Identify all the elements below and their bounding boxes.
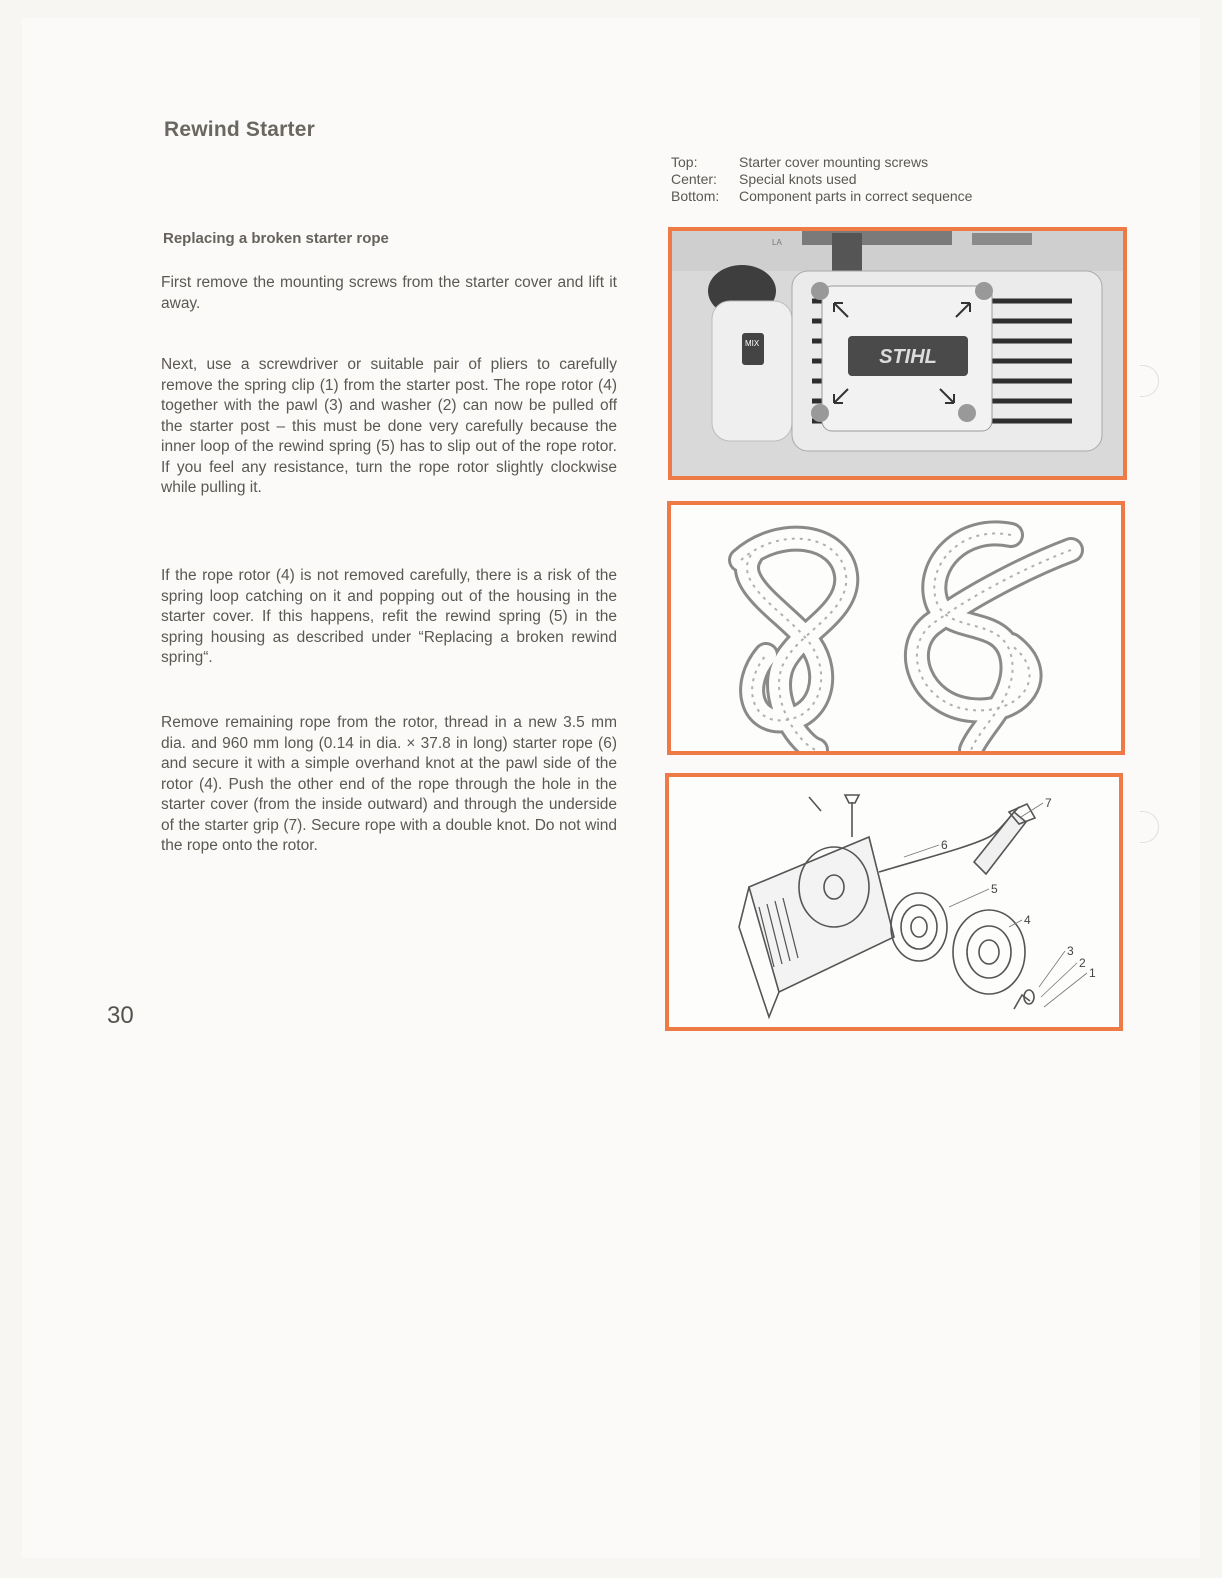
fuel-label: MIX	[745, 339, 760, 348]
caption-key: Top:	[671, 154, 698, 170]
paragraph-3: If the rope rotor (4) is not removed carefully, there is a risk of the spring loop catching on it and popping out of the housing in the starter cover. If this happens, refit the rewind spring (5) in the spring housing as described under “Replacing a broken rewind spring“.	[161, 567, 617, 666]
paragraph-1: First remove the mounting screws from the starter cover and lift it away.	[161, 274, 617, 312]
figure-exploded-view	[665, 773, 1123, 1031]
knots-drawing	[671, 505, 1121, 751]
caption-value: Component parts in correct sequence	[739, 188, 973, 204]
stihl-logo: STIHL	[879, 346, 937, 368]
starter-cover-photo	[672, 231, 1123, 476]
page-title: Rewind Starter	[164, 118, 315, 141]
paragraph-4: Remove remaining rope from the rotor, thread in a new 3.5 mm dia. and 960 mm long (0.14 in dia. × 37.8 in long) starter rope (6) and secure it with a simple overhand knot at the pawl side of the rotor (4). Push the other end of the rope through the hole in the starter cover (from the inside outward) and through the underside of the starter grip (7). Secure rope with a double knot. Do not wind the rope onto the rotor.	[161, 714, 617, 854]
callout-5: 5	[991, 882, 998, 896]
callout-7: 7	[1045, 796, 1052, 810]
callout-2: 2	[1079, 956, 1086, 970]
page-number: 30	[107, 1002, 134, 1029]
callout-1: 1	[1089, 966, 1096, 980]
section-heading: Replacing a broken starter rope	[163, 230, 389, 247]
exploded-view-drawing	[669, 777, 1119, 1027]
caption-top	[671, 154, 972, 171]
la-label: LA	[772, 238, 782, 247]
figure-knots	[667, 501, 1125, 755]
caption-value: Special knots used	[739, 171, 857, 187]
paragraph-2: Next, use a screwdriver or suitable pair of pliers to carefully remove the spring clip (1) from the starter post. The rope rotor (4) together with the pawl (3) and washer (2) can now be pulled off the starter post – this must be done very carefully because the inner loop of the rewind spring (5) has to slip out of the rope rotor. If you feel any resistance, turn the rope rotor slightly clockwise while pulling it.	[161, 356, 617, 496]
callout-6: 6	[941, 838, 948, 852]
figure-starter-cover	[668, 227, 1127, 480]
caption-key: Bottom:	[671, 188, 720, 204]
figure-captions	[671, 154, 972, 205]
callout-4: 4	[1024, 913, 1031, 927]
caption-bottom	[671, 188, 972, 205]
callout-3: 3	[1067, 944, 1074, 958]
caption-value: Starter cover mounting screws	[739, 154, 929, 170]
caption-key: Center:	[671, 171, 717, 187]
caption-center	[671, 171, 972, 188]
